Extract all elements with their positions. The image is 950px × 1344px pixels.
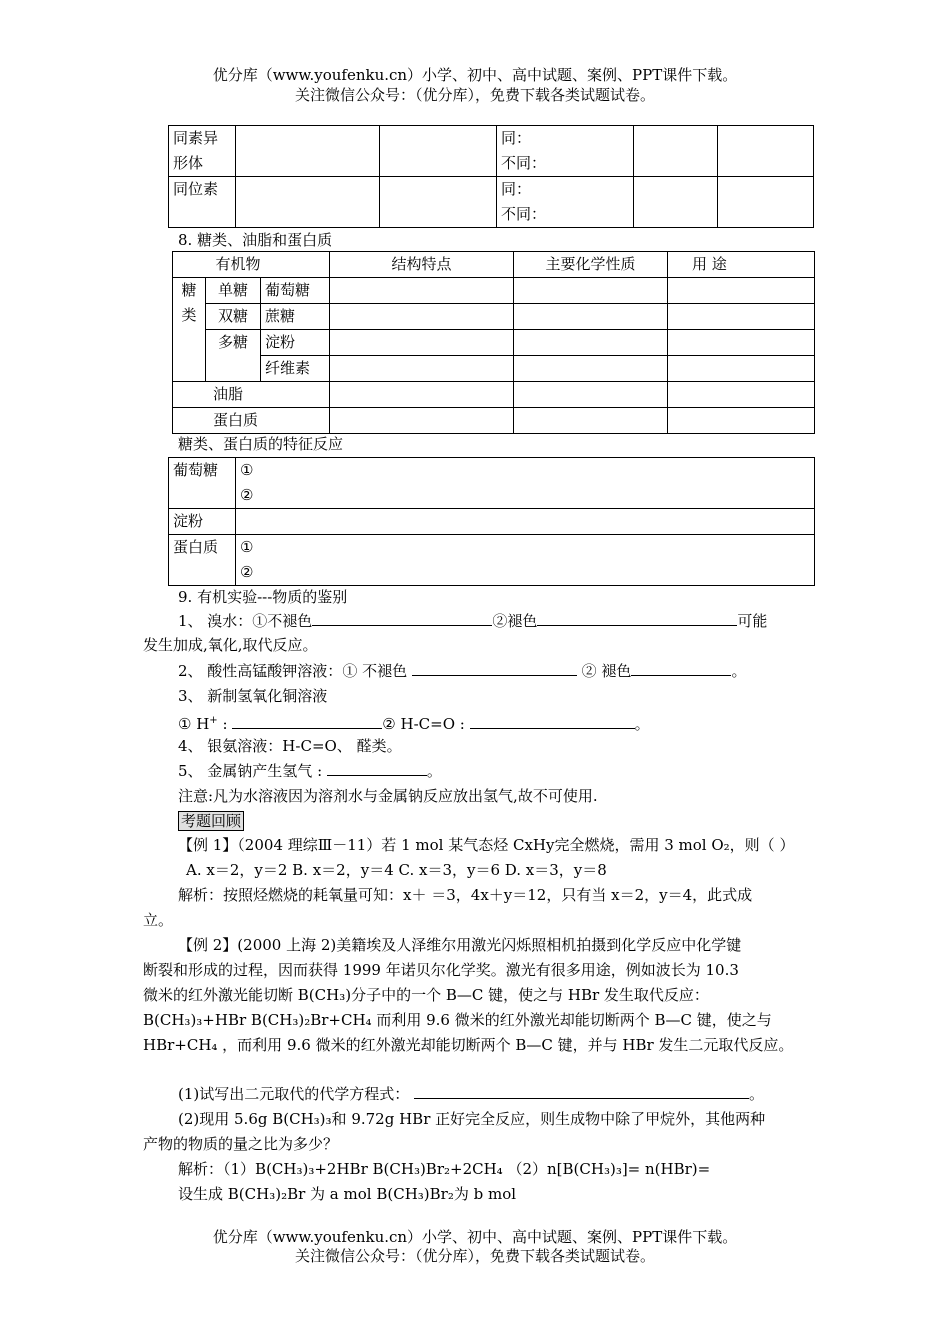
protein-cell: 蛋白质 <box>169 535 236 586</box>
table-cell <box>668 304 815 330</box>
table-cell <box>330 330 514 356</box>
table-cell <box>634 126 718 177</box>
bromine-water-line: 1、 溴水：①不褪色 ②褪色 可能 <box>178 609 767 633</box>
example-1-solution-2: 立。 <box>143 911 174 929</box>
example-1-solution: 解析：按照烃燃烧的耗氧量可知：x＋ ＝3，4x＋y＝12，只有当 x＝2，y＝4，此式成 <box>178 886 753 904</box>
table-cell <box>330 408 514 434</box>
solution-line-2: 设生成 B(CH₃)₂Br 为 a mol B(CH₃)Br₂为 b mol <box>178 1185 517 1203</box>
example-2-line-1: 【例 2】(2000 上海 2)美籍埃及人泽维尔用激光闪烁照相机拍摄到化学反应中化学键 <box>178 936 742 954</box>
table-cell <box>330 382 514 408</box>
characteristic-reactions-table <box>168 457 815 586</box>
glucose-cell: 葡萄糖 <box>169 458 236 509</box>
example-2-line-3: 微米的红外激光能切断 B(CH₃)分子中的一个 B—C 键，使之与 HBr 发生取代反应： <box>143 986 709 1004</box>
table-cell <box>514 304 668 330</box>
table-cell <box>668 278 815 304</box>
table-cell: 同素异 形体 <box>169 126 236 177</box>
table-cell <box>236 126 380 177</box>
di-label: 双糖 <box>206 304 261 330</box>
starch-cell: 淀粉 <box>169 509 236 535</box>
header-line-2: 关注微信公众号：（优分库），免费下载各类试题试卷。 <box>294 86 655 104</box>
poly-label: 多糖 <box>206 330 261 382</box>
protein-reactions: ① ② <box>236 535 815 586</box>
starch-label: 淀粉 <box>261 330 330 356</box>
example-2-line-2: 断裂和形成的过程，因而获得 1999 年诺贝尔化学奖。激光有很多用途，例如波长为 10.3 <box>143 961 739 979</box>
question-2-line-2: 产物的物质的量之比为多少？ <box>143 1135 339 1153</box>
glucose-reactions: ① ② <box>236 458 815 509</box>
sugar-fat-protein-table <box>172 251 815 434</box>
section-9-title: 9. 有机实验---物质的鉴别 <box>178 588 348 606</box>
table-cell <box>514 278 668 304</box>
table-cell <box>514 330 668 356</box>
fat-label: 油脂 <box>173 382 330 408</box>
footer-line-1: 优分库（www.youfenku.cn）小学、初中、高中试题、案例、PPT课件下载。 <box>212 1228 738 1246</box>
footer-line-2: 关注微信公众号：（优分库），免费下载各类试题试卷。 <box>294 1247 655 1265</box>
table-cell <box>330 278 514 304</box>
protein-label: 蛋白质 <box>173 408 330 434</box>
table-cell: 同： 不同： <box>497 177 634 228</box>
sodium-line: 5、 金属钠产生氢气 : 。 <box>178 759 442 783</box>
header-line-1: 优分库（www.youfenku.cn）小学、初中、高中试题、案例、PPT课件下载。 <box>212 66 738 84</box>
table-cell <box>514 408 668 434</box>
question-2-line-1: (2)现用 5.6g B(CH₃)₃和 9.72g HBr 正好完全反应，则生成物中除了甲烷外，其他两种 <box>178 1110 766 1128</box>
table-cell <box>718 126 814 177</box>
table-cell <box>634 177 718 228</box>
silver-ammonia-line: 4、 银氨溶液：H-C=O、 醛类。 <box>178 737 402 755</box>
example-2-line-4: B(CH₃)₃+HBr B(CH₃)₂Br+CH₄ 而利用 9.6 微米的红外激光却能切断两个 B—C 键，使之与 <box>143 1011 772 1029</box>
kmno4-line: 2、 酸性高锰酸钾溶液：① 不褪色 ② 褪色 。 <box>178 659 746 683</box>
mono-label: 单糖 <box>206 278 261 304</box>
header-chemistry: 主要化学性质 <box>514 252 668 278</box>
section-8-title: 8. 糖类、油脂和蛋白质 <box>178 231 333 249</box>
bromine-water-line-2: 发生加成,氧化,取代反应。 <box>143 636 318 654</box>
table-cell: 同： 不同： <box>497 126 634 177</box>
table-cell <box>514 356 668 382</box>
reactions-title: 糖类、蛋白质的特征反应 <box>178 435 344 453</box>
table-cell <box>668 382 815 408</box>
review-tag: 考题回顾 <box>178 809 244 833</box>
table-cell <box>236 509 815 535</box>
table-cell <box>330 356 514 382</box>
table-cell <box>330 304 514 330</box>
table-cell <box>668 356 815 382</box>
table-cell <box>718 177 814 228</box>
table-cell <box>668 408 815 434</box>
example-1: 【例 1】（2004 理综Ⅲ－11）若 1 mol 某气态烃 CxHy完全燃烧，需用 3 mol O₂，则（ ） <box>178 836 795 854</box>
table-cell <box>668 330 815 356</box>
table-cell <box>380 177 497 228</box>
solution-line-1: 解析：（1）B(CH₃)₃+2HBr B(CH₃)Br₂+2CH₄ （2）n[B(CH₃)₃]= n(HBr)= <box>178 1160 711 1178</box>
cuoh2-detail-line: ① H+ : ② H-C=O : 。 <box>178 709 650 736</box>
sugar-label: 糖 类 <box>173 278 206 382</box>
header-organic: 有机物 <box>173 252 330 278</box>
allotrope-isotope-table <box>168 125 814 228</box>
header-structure: 结构特点 <box>330 252 514 278</box>
glucose-label: 葡萄糖 <box>261 278 330 304</box>
example-1-options: A. x＝2，y＝2 B. x＝2，y＝4 C. x＝3，y＝6 D. x＝3，y＝8 <box>186 861 607 879</box>
table-cell <box>514 382 668 408</box>
note-line: 注意:凡为水溶液因为溶剂水与金属钠反应放出氢气,故不可使用. <box>178 787 598 805</box>
sucrose-label: 蔗糖 <box>261 304 330 330</box>
table-cell <box>380 126 497 177</box>
header-usage: 用 途 <box>668 252 815 278</box>
table-cell: 同位素 <box>169 177 236 228</box>
table-cell <box>236 177 380 228</box>
example-2-line-5: HBr+CH₄ ，而利用 9.6 微米的红外激光却能切断两个 B—C 键，并与 HBr 发生二元取代反应。 <box>143 1036 794 1054</box>
cuoh2-line: 3、 新制氢氧化铜溶液 <box>178 687 328 705</box>
cellulose-label: 纤维素 <box>261 356 330 382</box>
question-1: (1)试写出二元取代的代学方程式： 。 <box>178 1082 764 1106</box>
